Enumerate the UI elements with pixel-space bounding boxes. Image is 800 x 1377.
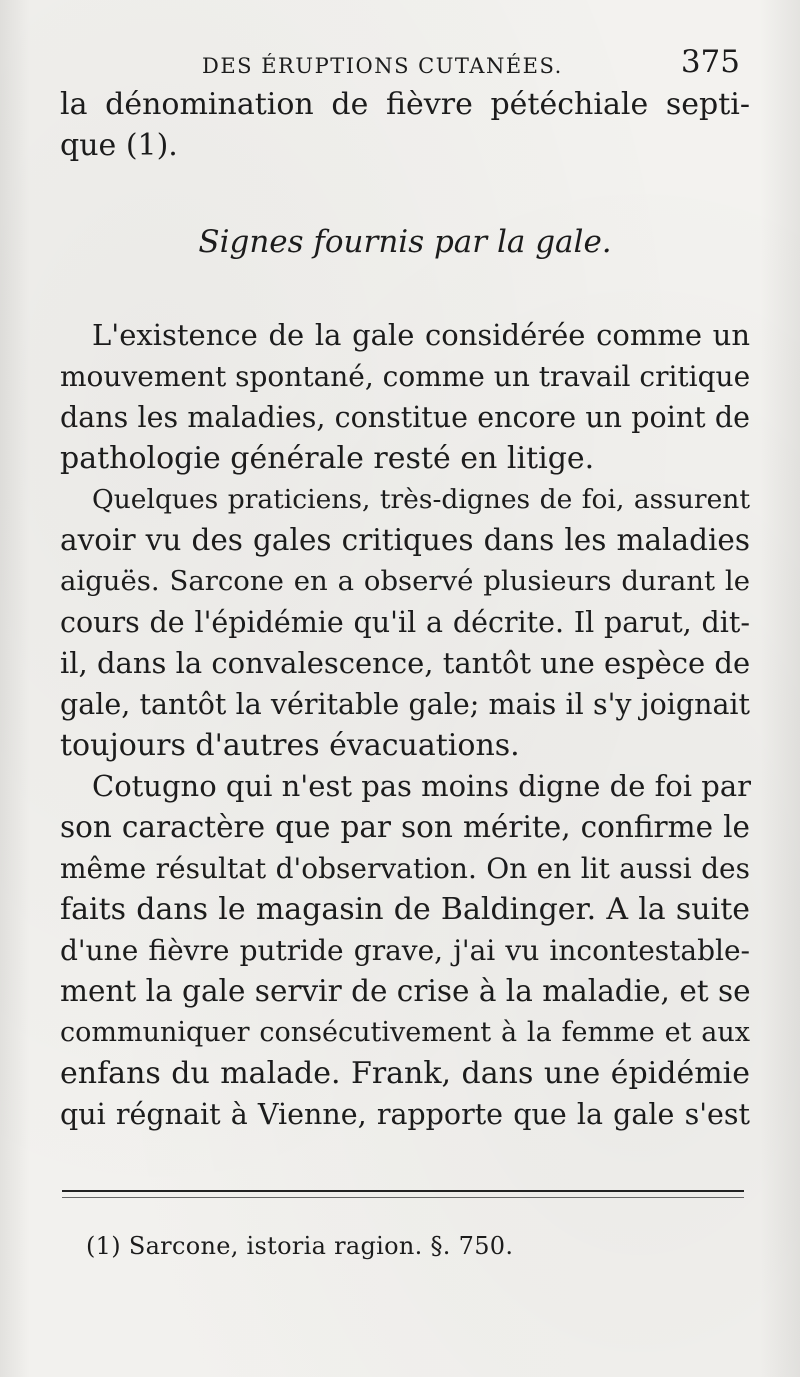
text-line: pathologie générale resté en litige. — [60, 441, 595, 476]
section-heading: Signes fournis par la gale. — [198, 224, 612, 260]
text-line: son caractère que par son mérite, confirme le — [60, 810, 750, 844]
page-number: 375 — [680, 44, 740, 80]
text-line: Quelques praticiens, très-dignes de foi, assurent — [92, 484, 750, 515]
text-line: ment la gale servir de crise à la maladie, et se — [60, 974, 751, 1008]
footnote-rule-thin — [62, 1197, 744, 1198]
text-line: avoir vu des gales critiques dans les maladies — [60, 523, 750, 557]
text-line: toujours d'autres évacuations. — [60, 728, 520, 763]
paragraph-2 — [60, 479, 750, 766]
text-line: qui régnait à Vienne, rapporte que la gale s'est — [60, 1098, 750, 1131]
text-line: même résultat d'observation. On en lit aussi des — [60, 852, 750, 885]
running-head: DES ÉRUPTIONS CUTANÉES. — [202, 54, 563, 78]
text-line: dans les maladies, constitue encore un point de — [60, 401, 750, 434]
text-line: enfans du malade. Frank, dans une épidémie — [60, 1056, 750, 1091]
text-line: que (1). — [60, 128, 178, 163]
text-line: la dénomination de fièvre pétéchiale septi- — [60, 87, 750, 122]
text-line: Cotugno qui n'est pas moins digne de foi par — [92, 769, 751, 803]
paragraph-3 — [60, 766, 750, 1135]
text-line: d'une fièvre putride grave, j'ai vu incontestable- — [60, 934, 750, 967]
text-line: cours de l'épidémie qu'il a décrite. Il parut, dit- — [60, 606, 750, 639]
text-line: mouvement spontané, comme un travail critique — [60, 360, 751, 393]
text-line: faits dans le magasin de Baldinger. A la suite — [60, 892, 750, 927]
footnote-rule — [62, 1190, 744, 1192]
paragraph-1 — [60, 315, 750, 479]
text-line: gale, tantôt la véritable gale; mais il s'y joignait — [60, 688, 750, 721]
footnote: (1) Sarcone, istoria ragion. §. 750. — [86, 1232, 514, 1260]
text-line: communiquer consécutivement à la femme et aux — [60, 1017, 750, 1048]
text-line: L'existence de la gale considérée comme un — [92, 318, 750, 352]
text-line: il, dans la convalescence, tantôt une espèce de — [60, 646, 751, 680]
page-header — [62, 44, 742, 84]
text-line: aiguës. Sarcone en a observé plusieurs durant le — [60, 565, 750, 597]
body-text — [60, 84, 750, 1135]
